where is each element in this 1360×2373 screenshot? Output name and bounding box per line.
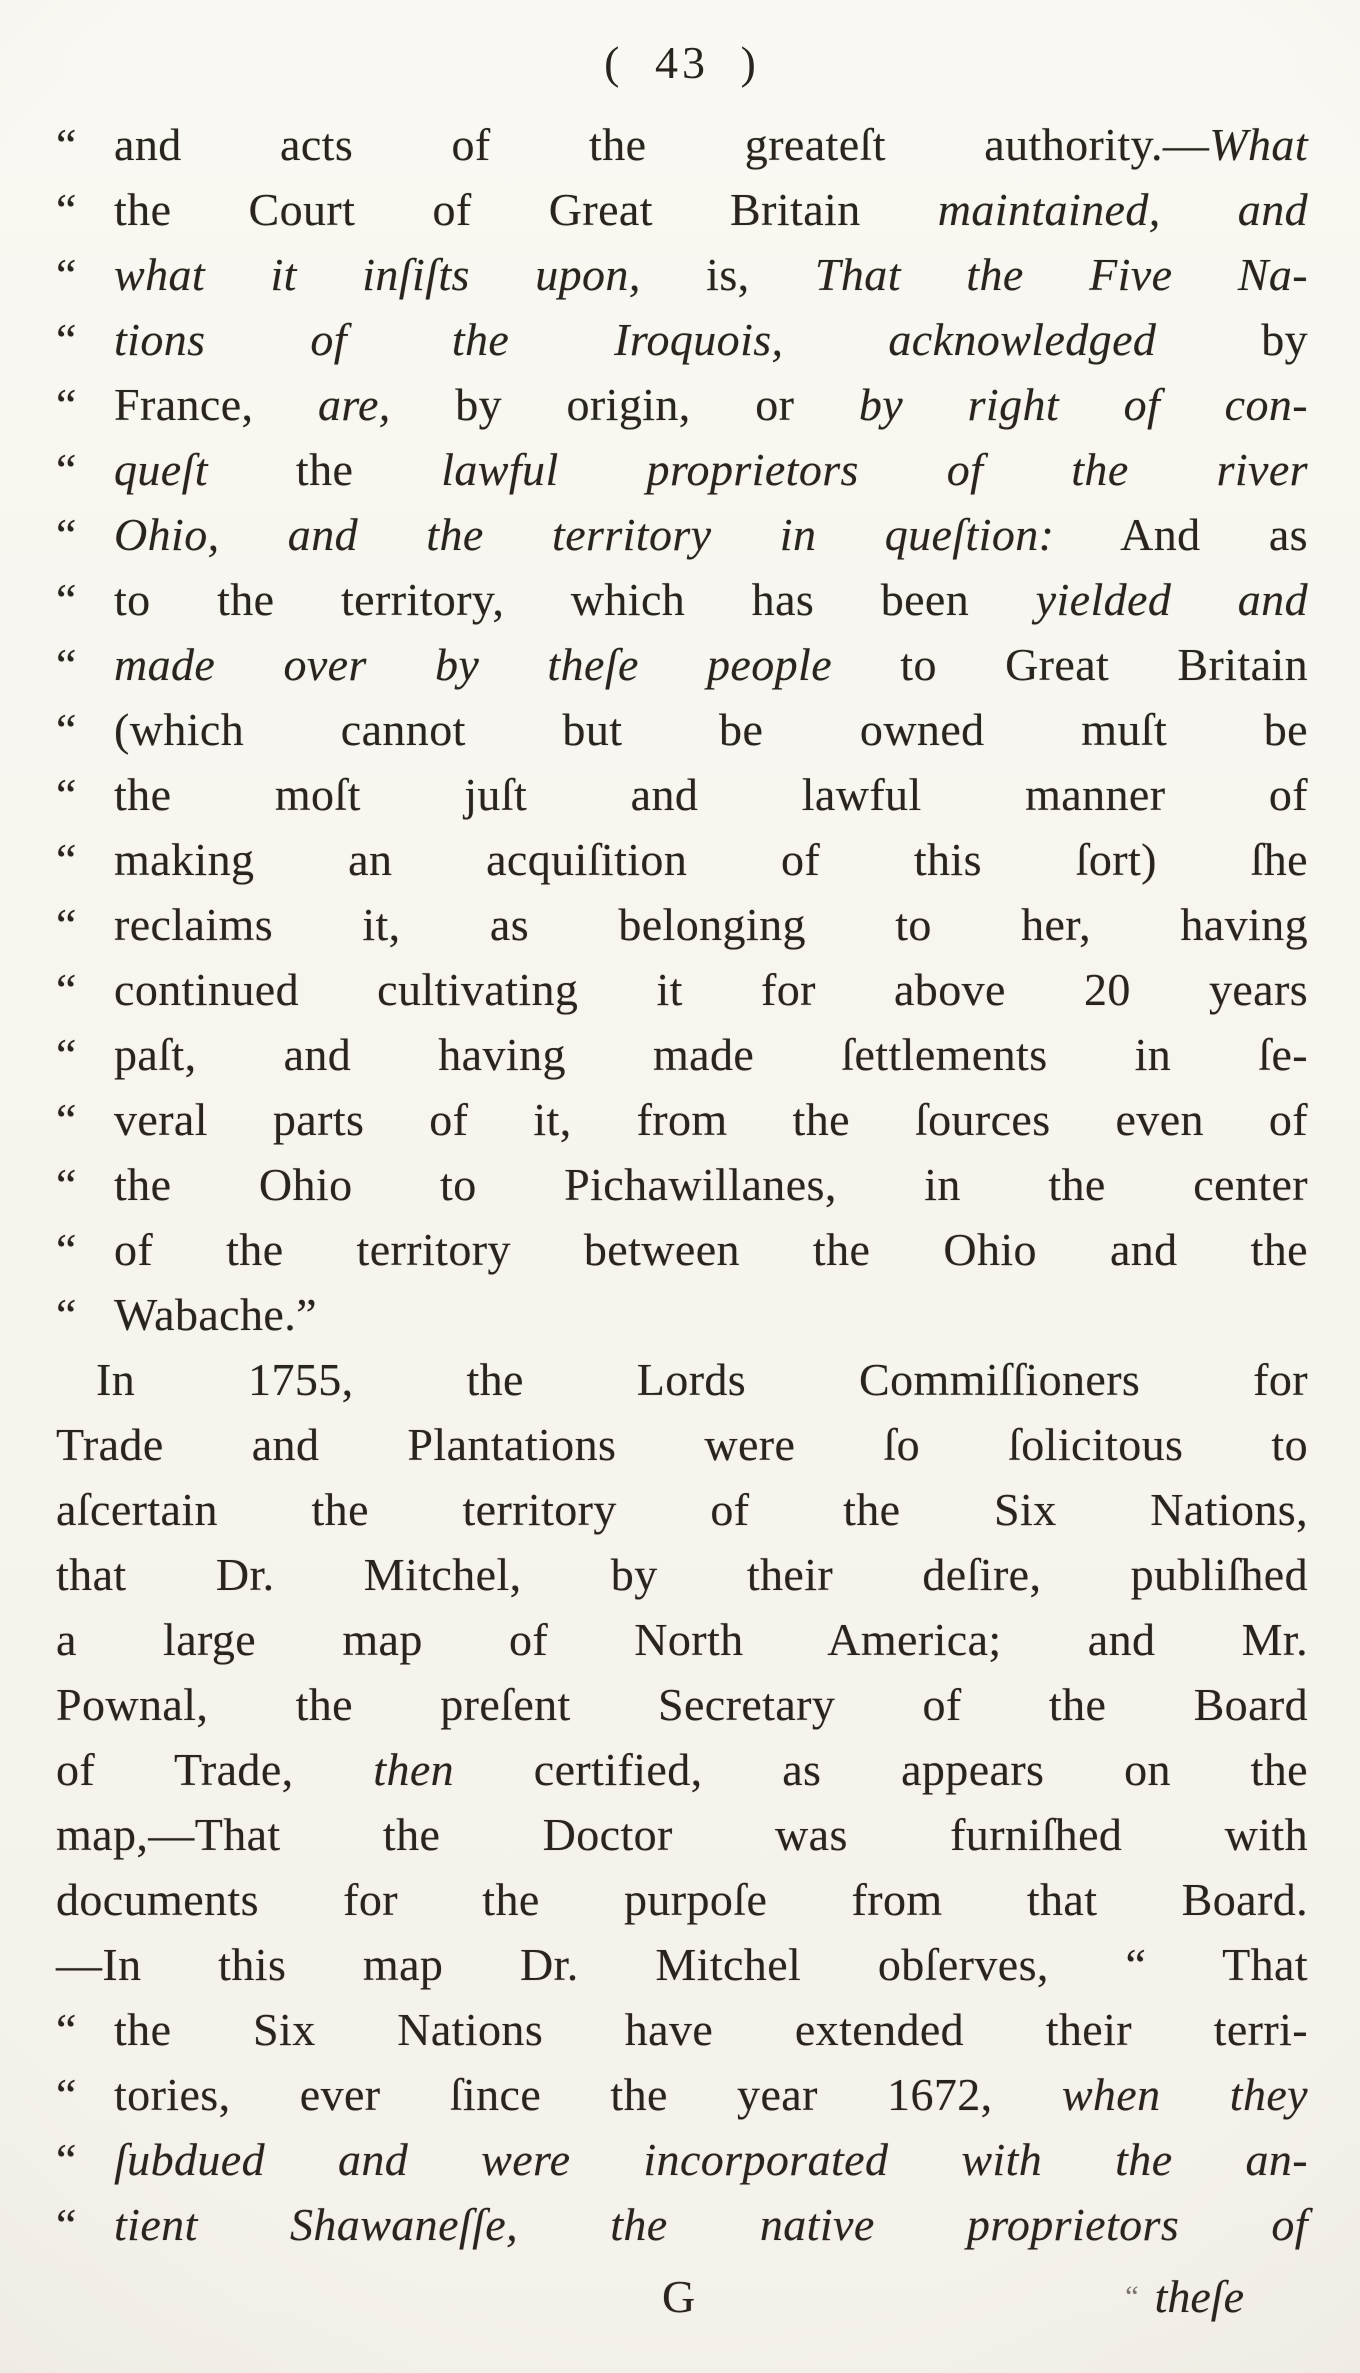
line-text: what it inſiſts upon, is, That the Five Na- [114, 249, 1308, 300]
quoted-text-line [56, 2062, 1308, 2127]
line-text: queſt the lawful proprietors of the river [114, 444, 1308, 495]
quoted-text-line [56, 1282, 1308, 1347]
line-text: of Trade, then certified, as appears on the [56, 1744, 1308, 1795]
quoted-text-line [56, 177, 1308, 242]
catchword-text: theſe [1154, 2271, 1244, 2322]
text-line [56, 1802, 1308, 1867]
text-line [56, 1607, 1308, 1672]
quote-mark: “ [56, 249, 77, 300]
quoted-text-line [56, 2127, 1308, 2192]
line-text: tient Shawaneſſe, the native proprietors of [114, 2199, 1308, 2250]
line-text: the Ohio to Pichawillanes, in the center [114, 1159, 1308, 1210]
line-text: tions of the Iroquois, acknowledged by [114, 314, 1309, 365]
line-text: the Six Nations have extended their terri- [114, 2004, 1308, 2055]
quote-mark: “ [56, 444, 77, 495]
line-text: the Court of Great Britain maintained, and [114, 184, 1308, 235]
line-text: In 1755, the Lords Commiſſioners for [96, 1354, 1308, 1405]
quote-mark: “ [56, 1029, 77, 1080]
line-text: tories, ever ſince the year 1672, when they [114, 2069, 1308, 2120]
line-text: continued cultivating it for above 20 years [114, 964, 1308, 1015]
line-text: Wabache.” [114, 1289, 317, 1340]
quote-mark: “ [56, 2199, 77, 2250]
text-line [56, 1672, 1308, 1737]
line-text: a large map of North America; and Mr. [56, 1614, 1308, 1665]
quote-mark: “ [56, 119, 77, 170]
page-number: ( 43 ) [604, 37, 760, 88]
quoted-text-line [56, 242, 1308, 307]
line-text: map,—That the Doctor was furniſhed with [56, 1809, 1308, 1860]
line-text: (which cannot but be owned muſt be [114, 704, 1308, 755]
line-text: reclaims it, as belonging to her, having [114, 899, 1308, 950]
quoted-text-line [56, 1087, 1308, 1152]
line-text: ſubdued and were incorporated with the an- [114, 2134, 1308, 2185]
line-text: to the territory, which has been yielded and [114, 574, 1308, 625]
text-line [56, 1867, 1308, 1932]
text-line [56, 1932, 1308, 1997]
line-text: —In this map Dr. Mitchel obſerves, “ That [56, 1939, 1308, 1990]
quoted-text-line [56, 502, 1308, 567]
quote-mark: “ [56, 379, 77, 430]
quote-mark: “ [56, 2004, 77, 2055]
quoted-text-line [56, 307, 1308, 372]
signature-mark: G [662, 2271, 696, 2322]
line-text: made over by theſe people to Great Britain [114, 639, 1308, 690]
quote-mark: “ [56, 639, 77, 690]
line-text: aſcertain the territory of the Six Nations, [56, 1484, 1308, 1535]
line-text: that Dr. Mitchel, by their deſire, publiſhed [56, 1549, 1308, 1600]
quoted-text-line [56, 827, 1308, 892]
quote-mark: “ [56, 834, 77, 885]
catchword [1125, 2261, 1244, 2333]
quote-mark: “ [56, 769, 77, 820]
quoted-text-line [56, 957, 1308, 1022]
quote-mark: “ [56, 574, 77, 625]
text-block [56, 112, 1308, 2257]
quoted-text-line [56, 697, 1308, 762]
quoted-text-line [56, 1152, 1308, 1217]
quote-mark: “ [56, 964, 77, 1015]
quoted-text-line [56, 2192, 1308, 2257]
quoted-text-line [56, 437, 1308, 502]
line-text: Ohio, and the territory in queſtion: And as [114, 509, 1308, 560]
quote-mark: “ [56, 184, 77, 235]
quote-mark: “ [56, 2134, 77, 2185]
quote-mark: “ [56, 314, 77, 365]
quoted-text-line [56, 112, 1308, 177]
line-text: documents for the purpoſe from that Board. [56, 1874, 1308, 1925]
line-text: of the territory between the Ohio and the [114, 1224, 1308, 1275]
text-line [56, 1477, 1308, 1542]
quote-mark: “ [56, 1159, 77, 1210]
quoted-text-line [56, 892, 1308, 957]
quoted-text-line [56, 372, 1308, 437]
quote-mark: “ [56, 1289, 77, 1340]
quote-mark: “ [56, 2069, 77, 2120]
text-line [56, 1347, 1308, 1412]
text-line [56, 1542, 1308, 1607]
line-text: veral parts of it, from the ſources even of [114, 1094, 1308, 1145]
line-text: the moſt juſt and lawful manner of [114, 769, 1308, 820]
quote-mark: “ [56, 509, 77, 560]
line-text: Trade and Plantations were ſo ſolicitous to [56, 1419, 1308, 1470]
quote-mark: “ [56, 899, 77, 950]
quoted-text-line [56, 632, 1308, 697]
quoted-text-line [56, 762, 1308, 827]
line-text: France, are, by origin, or by right of con- [114, 379, 1308, 430]
catchword-quote-mark: “ [1125, 2280, 1139, 2313]
signature-line [56, 2261, 1308, 2333]
quote-mark: “ [56, 1224, 77, 1275]
quoted-text-line [56, 1997, 1308, 2062]
quote-mark: “ [56, 704, 77, 755]
line-text: and acts of the greateſt authority.—What [114, 119, 1308, 170]
line-text: paſt, and having made ſettlements in ſe- [114, 1029, 1308, 1080]
quoted-text-line [56, 1022, 1308, 1087]
line-text: Pownal, the preſent Secretary of the Board [56, 1679, 1308, 1730]
quote-mark: “ [56, 1094, 77, 1145]
text-line [56, 1737, 1308, 1802]
text-line [56, 1412, 1308, 1477]
quoted-text-line [56, 567, 1308, 632]
line-text: making an acquiſition of this ſort) ſhe [114, 834, 1308, 885]
quoted-text-line [56, 1217, 1308, 1282]
